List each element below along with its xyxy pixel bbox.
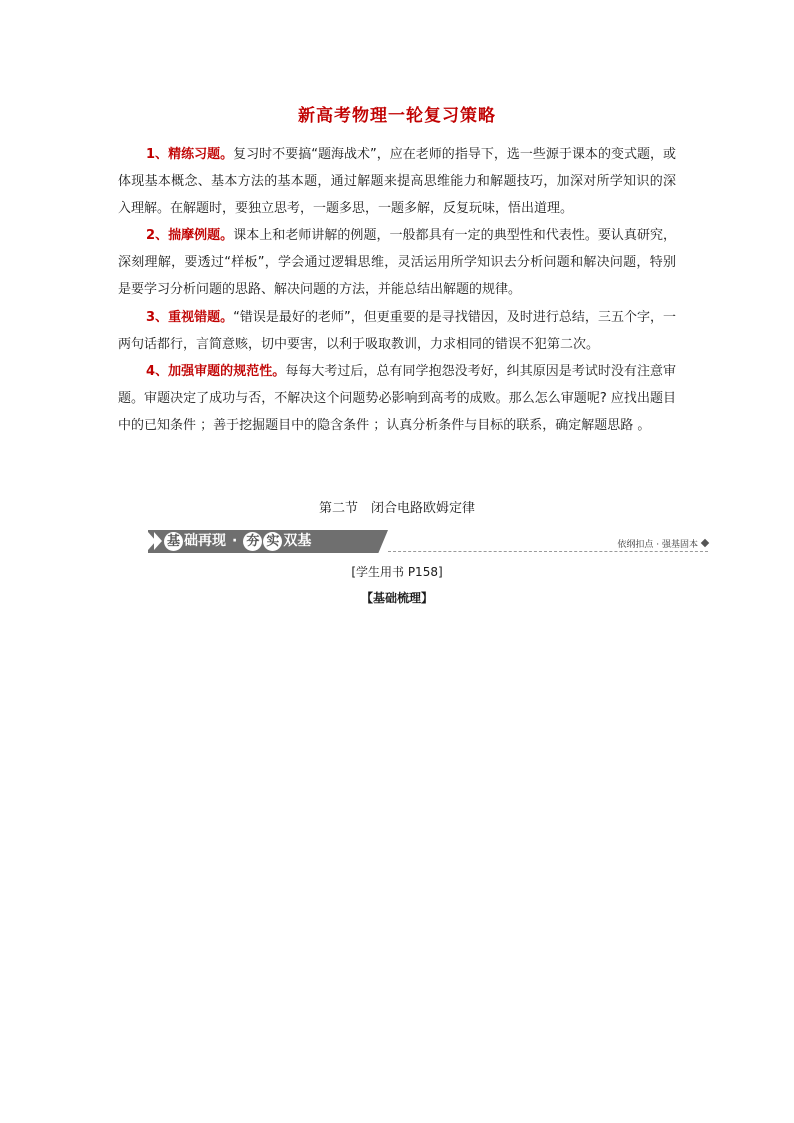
banner-char-2: 夯 [243, 532, 262, 551]
paragraph-2-text: 课本上和老师讲解的例题，一般都具有一定的典型性和代表性。要认真研究，深刻理解，要透过“样板”，学会通过逻辑思维，灵活运用所学知识去分析问题和解决问题，特别是要学习分析问题的思路、解决问题的方法，并能总结出解题的规律。 [118, 228, 676, 297]
paragraph-3 [118, 304, 676, 358]
banner-char-1: 基 [164, 532, 183, 551]
paragraph-4 [118, 358, 676, 439]
banner-title [164, 530, 311, 553]
section-banner [148, 528, 708, 556]
subheading: 【基础梳理】 [360, 591, 433, 605]
chevron-right-icon [154, 532, 162, 550]
paragraph-1-text: 复习时不要搞“题海战术”，应在老师的指导下，选一些源于课本的变式题，或体现基本概念、基本方法的基本题，通过解题来提高思维能力和解题技巧，加深对所学知识的深入理解。在解题时，要独立思考，一题多思，一题多解，反复玩味，悟出道理。 [118, 147, 676, 216]
banner-slogan: 依纲扣点 · 强基固本 [617, 540, 698, 550]
paragraph-3-lead: 3、重视错题。 [146, 310, 234, 325]
banner-divider [388, 551, 708, 552]
paragraph-4-lead: 4、加强审题的规范性。 [146, 364, 286, 379]
paragraph-1-lead: 1、精练习题。 [146, 147, 234, 162]
banner-dot: · [232, 533, 238, 549]
diamond-icon [701, 539, 709, 547]
paragraph-2-lead: 2、揣摩例题。 [146, 228, 234, 243]
page-title: 新高考物理一轮复习策略 [298, 106, 496, 126]
section-heading: 第二节 闭合电路欧姆定律 [318, 501, 475, 516]
banner-text-1: 础再现 [184, 533, 226, 549]
book-reference: [学生用书 P158] [351, 565, 443, 579]
banner-char-3: 实 [263, 532, 282, 551]
banner-text-2: 双基 [283, 533, 312, 549]
paragraph-1 [118, 141, 676, 222]
paragraph-2 [118, 222, 676, 303]
paragraph-3-text: “错误是最好的老师”，但更重要的是寻找错因，及时进行总结，三五个字，一两句话都行，言简意赅，切中要害，以利于吸取教训，力求相同的错误不犯第二次。 [118, 310, 676, 352]
paragraph-4-text: 每每大考过后，总有同学抱怨没考好，纠其原因是考试时没有注意审题。审题决定了成功与否，不解决这个问题势必影响到高考的成败。那么怎么审题呢? 应找出题目中的已知条件 ；善于挖掘题目中的隐含条件 ；认真分析条件与目标的联系，确定解题思路 。 [118, 364, 676, 433]
